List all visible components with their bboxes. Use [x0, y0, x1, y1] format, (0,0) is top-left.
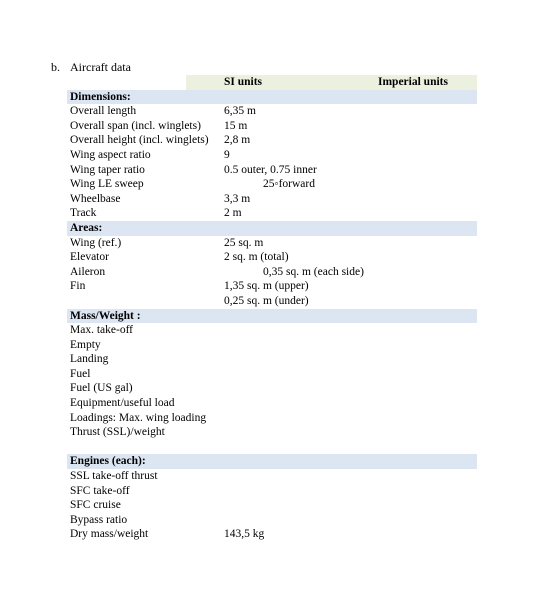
- table-row: [67, 148, 477, 163]
- table-row: [67, 177, 477, 192]
- table-row: [67, 265, 477, 280]
- row-label: Thrust (SSL)/weight: [70, 426, 165, 439]
- table-row: [67, 425, 477, 440]
- row-label: Dry mass/weight: [70, 528, 149, 541]
- si-units-header: SI units: [224, 76, 263, 88]
- table-row: [67, 484, 477, 499]
- section-label: Engines (each):: [70, 455, 146, 468]
- table-row: [67, 119, 477, 134]
- table-row: [67, 279, 477, 294]
- table-row: [67, 323, 477, 338]
- section-number: b.: [51, 60, 60, 74]
- row-label: Wheelbase: [70, 192, 121, 205]
- row-label: Loadings: Max. wing loading: [70, 411, 207, 424]
- row-label: Fuel: [70, 367, 91, 380]
- row-label: Track: [70, 207, 97, 220]
- table-row: [67, 352, 477, 367]
- table-row: [67, 104, 477, 119]
- table-row: [67, 294, 477, 309]
- row-label: Overall length: [70, 105, 137, 118]
- si-value: 1,35 sq. m (upper): [224, 280, 309, 293]
- table-row: [67, 163, 477, 178]
- imperial-units-header: Imperial units: [378, 76, 448, 88]
- section-row-areas: [67, 221, 477, 236]
- si-value: 15 m: [224, 119, 248, 132]
- section-title: Aircraft data: [70, 60, 131, 74]
- row-label: Wing (ref.): [70, 236, 122, 249]
- table-row: [67, 133, 477, 148]
- si-value: 0.5 outer, 0.75 inner: [224, 163, 317, 176]
- row-label: Fin: [70, 280, 86, 293]
- table-header-row: [67, 75, 477, 90]
- row-label: Wing taper ratio: [70, 163, 145, 176]
- section-row-dimensions: [67, 90, 477, 105]
- spacer-row: [67, 440, 477, 455]
- row-label: Elevator: [70, 251, 109, 264]
- row-label: Overall span (incl. winglets): [70, 119, 201, 132]
- table-row: [67, 469, 477, 484]
- si-value: 2 m: [224, 207, 242, 220]
- table-row: [67, 396, 477, 411]
- row-label: Max. take-off: [70, 324, 134, 337]
- row-label: Fuel (US gal): [70, 382, 133, 395]
- row-label: Wing LE sweep: [70, 178, 144, 191]
- si-value: 25 sq. m: [224, 236, 264, 249]
- section-heading: [51, 60, 131, 75]
- row-label: Equipment/useful load: [70, 397, 175, 410]
- table-row: [67, 192, 477, 207]
- row-label: SSL take-off thrust: [70, 470, 158, 483]
- si-value: 9: [224, 148, 230, 161]
- table-row: [67, 338, 477, 353]
- aircraft-data-table: [67, 75, 477, 542]
- table-row: [67, 367, 477, 382]
- table-row: [67, 381, 477, 396]
- si-value: 2 sq. m (total): [224, 251, 289, 264]
- si-value: 0,25 sq. m (under): [224, 294, 309, 307]
- si-value: 3,3 m: [224, 192, 251, 205]
- si-value: 6,35 m: [224, 105, 256, 118]
- table-row: [67, 498, 477, 513]
- row-label: SFC take-off: [70, 484, 130, 497]
- table-row: [67, 250, 477, 265]
- row-label: Bypass ratio: [70, 513, 128, 526]
- section-label: Mass/Weight :: [70, 309, 141, 322]
- table-row: [67, 206, 477, 221]
- si-value: 25◦forward: [263, 178, 315, 191]
- section-label: Dimensions:: [70, 90, 131, 103]
- row-label: Empty: [70, 338, 101, 351]
- si-value: 143,5 kg: [224, 528, 265, 541]
- row-label: SFC cruise: [70, 499, 121, 512]
- si-value: 2,8 m: [224, 134, 251, 147]
- section-row-engines: [67, 454, 477, 469]
- section-label: Areas:: [70, 221, 103, 234]
- table-row: [67, 236, 477, 251]
- table-row: [67, 411, 477, 426]
- row-label: Aileron: [70, 265, 106, 278]
- section-row-mass: [67, 309, 477, 324]
- row-label: Wing aspect ratio: [70, 148, 151, 161]
- table-row: [67, 513, 477, 528]
- row-label: Overall height (incl. winglets): [70, 134, 209, 147]
- si-value: 0,35 sq. m (each side): [263, 265, 364, 278]
- row-label: Landing: [70, 353, 109, 366]
- table-row: [67, 527, 477, 542]
